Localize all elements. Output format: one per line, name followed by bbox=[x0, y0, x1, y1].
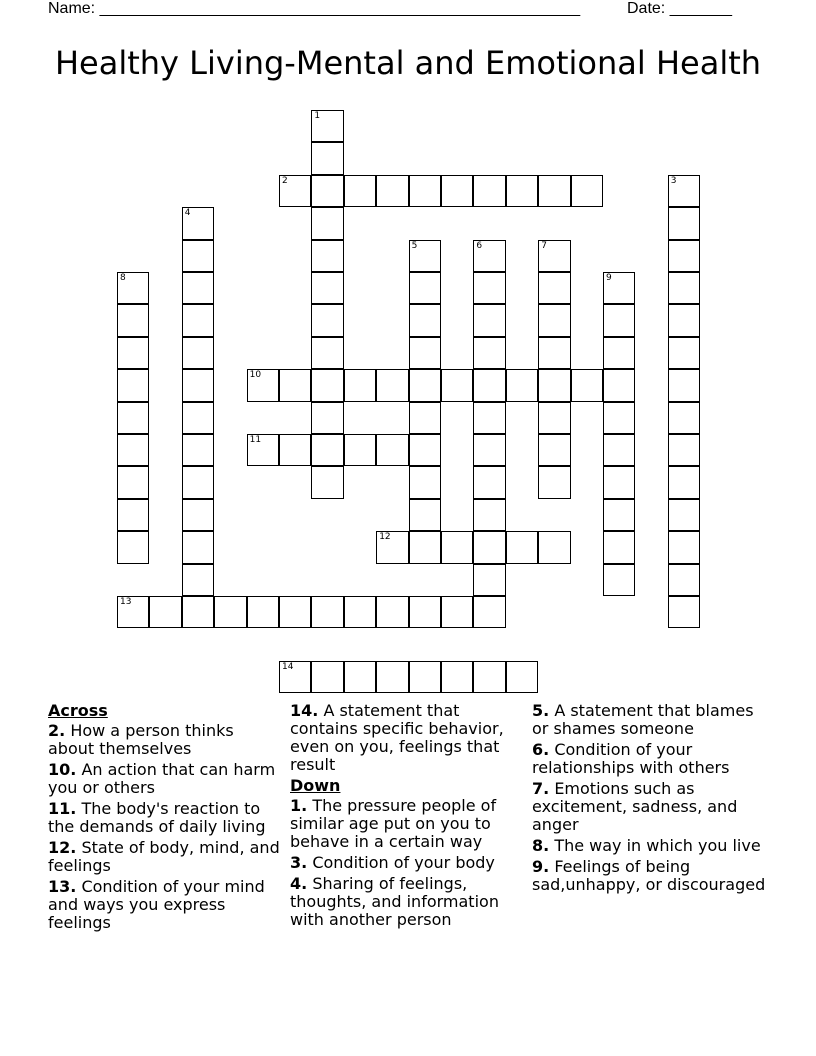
crossword-cell[interactable] bbox=[376, 434, 408, 466]
crossword-cell[interactable] bbox=[279, 596, 311, 628]
clue-number: 14 bbox=[282, 661, 294, 672]
crossword-cell[interactable] bbox=[473, 531, 505, 563]
crossword-cell[interactable] bbox=[473, 240, 505, 272]
crossword-cell[interactable] bbox=[182, 337, 214, 369]
crossword-cell[interactable] bbox=[571, 175, 603, 207]
crossword-cell[interactable] bbox=[344, 175, 376, 207]
crossword-cell[interactable] bbox=[247, 369, 279, 401]
crossword-cell[interactable] bbox=[473, 337, 505, 369]
crossword-cell[interactable] bbox=[603, 272, 635, 304]
clue-down-8: 8. The way in which you live bbox=[532, 836, 761, 855]
crossword-cell[interactable] bbox=[117, 499, 149, 531]
crossword-cell[interactable] bbox=[473, 304, 505, 336]
crossword-cell[interactable] bbox=[409, 175, 441, 207]
crossword-cell[interactable] bbox=[538, 466, 570, 498]
crossword-cell[interactable] bbox=[117, 272, 149, 304]
crossword-cell[interactable] bbox=[668, 434, 700, 466]
crossword-cell[interactable] bbox=[668, 337, 700, 369]
crossword-cell[interactable] bbox=[409, 304, 441, 336]
crossword-cell[interactable] bbox=[441, 531, 473, 563]
crossword-cell[interactable] bbox=[668, 175, 700, 207]
crossword-cell[interactable] bbox=[441, 369, 473, 401]
crossword-cell[interactable] bbox=[668, 369, 700, 401]
crossword-cell[interactable] bbox=[182, 272, 214, 304]
crossword-cell[interactable] bbox=[473, 272, 505, 304]
crossword-cell[interactable] bbox=[311, 207, 343, 239]
crossword-cell[interactable] bbox=[603, 531, 635, 563]
crossword-cell[interactable] bbox=[311, 304, 343, 336]
crossword-cell[interactable] bbox=[473, 175, 505, 207]
crossword-cell[interactable] bbox=[473, 434, 505, 466]
clue-down-3: 3. Condition of your body bbox=[290, 853, 495, 872]
clue-number: 1 bbox=[314, 111, 321, 121]
crossword-cell[interactable] bbox=[506, 369, 538, 401]
crossword-cell[interactable] bbox=[117, 466, 149, 498]
crossword-cell[interactable] bbox=[149, 596, 181, 628]
crossword-cell[interactable] bbox=[409, 596, 441, 628]
clue-down-6: 6. Condition of your relationships with others bbox=[532, 740, 730, 777]
crossword-cell[interactable] bbox=[311, 110, 343, 142]
crossword-cell[interactable] bbox=[311, 240, 343, 272]
crossword-cell[interactable] bbox=[538, 337, 570, 369]
date-field-label: Date: _______ bbox=[627, 0, 732, 17]
crossword-cell[interactable] bbox=[538, 175, 570, 207]
across-heading: Across bbox=[48, 701, 108, 720]
crossword-cell[interactable] bbox=[182, 434, 214, 466]
down-heading: Down bbox=[290, 776, 341, 795]
crossword-cell[interactable] bbox=[344, 434, 376, 466]
crossword-cell[interactable] bbox=[311, 272, 343, 304]
crossword-cell[interactable] bbox=[182, 304, 214, 336]
crossword-cell[interactable] bbox=[182, 402, 214, 434]
clue-down-7: 7. Emotions such as excitement, sadness, and anger bbox=[532, 779, 738, 834]
clues-column-2 bbox=[290, 702, 530, 932]
crossword-cell[interactable] bbox=[279, 434, 311, 466]
clue-number: 8 bbox=[120, 273, 126, 283]
clue-number: 13 bbox=[120, 597, 132, 607]
crossword-cell[interactable] bbox=[182, 369, 214, 401]
crossword-cell[interactable] bbox=[603, 499, 635, 531]
crossword-cell[interactable] bbox=[538, 434, 570, 466]
crossword-cell[interactable] bbox=[668, 531, 700, 563]
crossword-cell[interactable] bbox=[214, 596, 246, 628]
crossword-cell[interactable] bbox=[182, 564, 214, 596]
clues-column-1 bbox=[48, 702, 284, 935]
crossword-cell[interactable] bbox=[344, 661, 376, 693]
crossword-cell[interactable] bbox=[668, 596, 700, 628]
crossword-cell[interactable] bbox=[473, 564, 505, 596]
crossword-cell[interactable] bbox=[538, 369, 570, 401]
clue-across-13: 13. Condition of your mind and ways you express feelings bbox=[48, 877, 265, 932]
crossword-cell[interactable] bbox=[376, 175, 408, 207]
crossword-cell[interactable] bbox=[182, 531, 214, 563]
clue-number: 10 bbox=[249, 370, 262, 381]
crossword-cell[interactable] bbox=[182, 466, 214, 498]
crossword-cell[interactable] bbox=[603, 369, 635, 401]
crossword-cell[interactable] bbox=[117, 369, 149, 401]
clue-number: 11 bbox=[249, 435, 262, 445]
crossword-cell[interactable] bbox=[311, 596, 343, 628]
crossword-cell[interactable] bbox=[603, 434, 635, 466]
crossword-cell[interactable] bbox=[311, 466, 343, 498]
crossword-cell[interactable] bbox=[247, 596, 279, 628]
crossword-cell[interactable] bbox=[117, 304, 149, 336]
crossword-cell[interactable] bbox=[247, 434, 279, 466]
crossword-cell[interactable] bbox=[117, 531, 149, 563]
clue-across-2: 2. How a person thinks about themselves bbox=[48, 721, 234, 758]
clue-down-9: 9. Feelings of being sad,unhappy, or discouraged bbox=[532, 857, 766, 894]
crossword-cell[interactable] bbox=[376, 596, 408, 628]
crossword-cell[interactable] bbox=[473, 596, 505, 628]
clue-number: 3 bbox=[670, 175, 677, 186]
crossword-cell[interactable] bbox=[311, 337, 343, 369]
crossword-cell[interactable] bbox=[473, 661, 505, 693]
crossword-cell[interactable] bbox=[538, 531, 570, 563]
crossword-cell[interactable] bbox=[409, 661, 441, 693]
crossword-cell[interactable] bbox=[376, 369, 408, 401]
crossword-cell[interactable] bbox=[117, 434, 149, 466]
clue-down-1: 1. The pressure people of similar age put on you to behave in a certain way bbox=[290, 796, 497, 851]
clue-number: 2 bbox=[282, 175, 288, 186]
crossword-cell[interactable] bbox=[668, 304, 700, 336]
crossword-cell[interactable] bbox=[409, 369, 441, 401]
crossword-cell[interactable] bbox=[668, 207, 700, 239]
crossword-cell[interactable] bbox=[182, 207, 214, 239]
crossword-cell[interactable] bbox=[668, 499, 700, 531]
crossword-cell[interactable] bbox=[603, 564, 635, 596]
crossword-cell[interactable] bbox=[473, 499, 505, 531]
crossword-cell[interactable] bbox=[311, 661, 343, 693]
crossword-cell[interactable] bbox=[344, 369, 376, 401]
clue-number: 5 bbox=[411, 240, 418, 251]
clue-number: 7 bbox=[541, 240, 547, 251]
crossword-cell[interactable] bbox=[117, 402, 149, 434]
crossword-cell[interactable] bbox=[571, 369, 603, 401]
crossword-cell[interactable] bbox=[603, 337, 635, 369]
crossword-cell[interactable] bbox=[279, 369, 311, 401]
crossword-cell[interactable] bbox=[182, 240, 214, 272]
crossword-cell[interactable] bbox=[603, 466, 635, 498]
crossword-cell[interactable] bbox=[409, 466, 441, 498]
crossword-cell[interactable] bbox=[668, 564, 700, 596]
crossword-cell[interactable] bbox=[441, 175, 473, 207]
crossword-cell[interactable] bbox=[441, 596, 473, 628]
name-field-label: Name: ______________________________________________________ bbox=[48, 0, 581, 17]
crossword-cell[interactable] bbox=[311, 142, 343, 174]
crossword-cell[interactable] bbox=[311, 175, 343, 207]
crossword-cell[interactable] bbox=[668, 402, 700, 434]
crossword-cell[interactable] bbox=[409, 402, 441, 434]
crossword-cell[interactable] bbox=[409, 531, 441, 563]
crossword-cell[interactable] bbox=[117, 337, 149, 369]
page-title: Healthy Living-Mental and Emotional Health bbox=[54, 44, 762, 82]
clue-number: 9 bbox=[606, 273, 612, 283]
crossword-cell[interactable] bbox=[409, 272, 441, 304]
crossword-cell[interactable] bbox=[409, 337, 441, 369]
crossword-cell[interactable] bbox=[441, 661, 473, 693]
clue-across-12: 12. State of body, mind, and feelings bbox=[48, 838, 280, 875]
clue-number: 4 bbox=[184, 208, 191, 219]
crossword-cell[interactable] bbox=[182, 499, 214, 531]
crossword-cell[interactable] bbox=[473, 369, 505, 401]
clue-down-5: 5. A statement that blames or shames someone bbox=[532, 701, 754, 738]
crossword-cell[interactable] bbox=[279, 175, 311, 207]
crossword-cell[interactable] bbox=[473, 402, 505, 434]
crossword-cell[interactable] bbox=[117, 596, 149, 628]
crossword-cell[interactable] bbox=[668, 466, 700, 498]
crossword-cell[interactable] bbox=[182, 596, 214, 628]
crossword-cell[interactable] bbox=[668, 240, 700, 272]
crossword-cell[interactable] bbox=[538, 402, 570, 434]
crossword-cell[interactable] bbox=[668, 272, 700, 304]
crossword-cell[interactable] bbox=[376, 661, 408, 693]
crossword-cell[interactable] bbox=[344, 596, 376, 628]
crossword-cell[interactable] bbox=[506, 661, 538, 693]
clue-number: 12 bbox=[379, 532, 391, 543]
crossword-cell[interactable] bbox=[538, 240, 570, 272]
crossword-cell[interactable] bbox=[409, 434, 441, 466]
crossword-cell[interactable] bbox=[603, 304, 635, 336]
crossword-cell[interactable] bbox=[506, 531, 538, 563]
crossword-cell[interactable] bbox=[311, 369, 343, 401]
crossword-cell[interactable] bbox=[311, 402, 343, 434]
crossword-cell[interactable] bbox=[409, 499, 441, 531]
crossword-cell[interactable] bbox=[409, 240, 441, 272]
crossword-cell[interactable] bbox=[311, 434, 343, 466]
clues-column-3 bbox=[532, 702, 772, 897]
crossword-cell[interactable] bbox=[538, 304, 570, 336]
crossword-cell[interactable] bbox=[279, 661, 311, 693]
clue-across-11: 11. The body's reaction to the demands of daily living bbox=[48, 799, 266, 836]
crossword-cell[interactable] bbox=[603, 402, 635, 434]
clue-down-4: 4. Sharing of feelings, thoughts, and information with another person bbox=[290, 874, 499, 929]
crossword-cell[interactable] bbox=[376, 531, 408, 563]
clue-number: 6 bbox=[476, 240, 483, 251]
clue-across-14: 14. A statement that contains specific behavior, even on you, feelings that result bbox=[290, 701, 504, 774]
crossword-cell[interactable] bbox=[506, 175, 538, 207]
crossword-cell[interactable] bbox=[538, 272, 570, 304]
crossword-cell[interactable] bbox=[473, 466, 505, 498]
clue-across-10: 10. An action that can harm you or others bbox=[48, 760, 276, 797]
